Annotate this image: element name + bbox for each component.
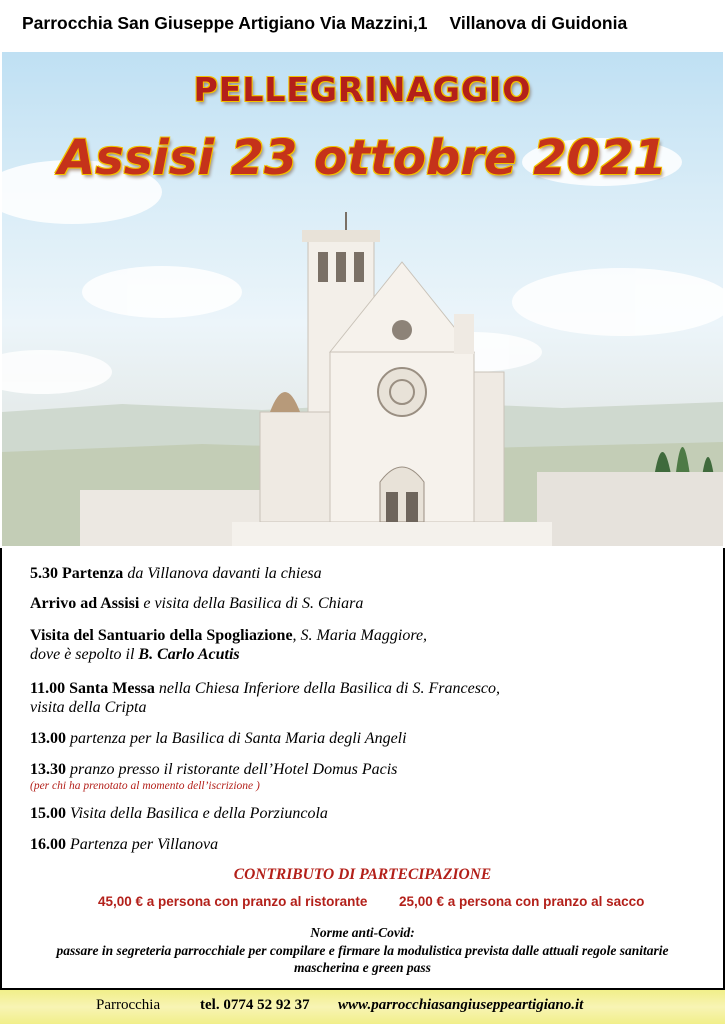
- program-highlight: B. Carlo Acutis: [138, 646, 240, 663]
- program-section: [0, 548, 725, 988]
- program-item: [30, 564, 322, 583]
- program-time: 13.00: [30, 730, 66, 747]
- parish-name: Parrocchia San Giuseppe Artigiano Via Mazzini,1: [22, 12, 428, 33]
- footer: [0, 988, 725, 1024]
- program-time: 11.00 Santa Messa: [30, 680, 155, 697]
- program-time: Visita del Santuario della Spogliazione: [30, 627, 293, 644]
- program-text: e visita della Basilica di S. Chiara: [139, 595, 364, 612]
- program-time: 15.00: [30, 805, 66, 822]
- program-time: 16.00: [30, 836, 66, 853]
- program-item: [30, 594, 363, 613]
- program-item: [30, 835, 218, 854]
- program-text: Visita della Basilica e della Porziuncola: [66, 805, 328, 822]
- hero-subtitle: Assisi 23 ottobre 2021: [58, 130, 667, 186]
- covid-rules: [2, 942, 723, 976]
- covid-line-1: passare in segreteria parrocchiale per compilare e firmare la modulistica prevista dalle attuali regole sanitarie: [56, 943, 669, 958]
- footer-phone: tel. 0774 52 92 37: [200, 997, 310, 1013]
- price-packed-lunch: 25,00 € a persona con pranzo al sacco: [399, 894, 645, 909]
- program-text: Partenza per Villanova: [66, 836, 219, 853]
- program-text: , S. Maria Maggiore,: [292, 627, 428, 644]
- program-text: nella Chiesa Inferiore della Basilica di S. Francesco,: [154, 680, 501, 697]
- program-item: [30, 804, 328, 823]
- covid-line-2: mascherina e green pass: [294, 960, 431, 975]
- program-time: Arrivo ad Assisi: [30, 595, 140, 612]
- program-item: [30, 626, 427, 664]
- price-restaurant: 45,00 € a persona con pranzo al ristorante: [98, 894, 368, 909]
- hero-banner: [2, 52, 723, 546]
- footer-website-link[interactable]: www.parrocchiasangiuseppeartigiano.it: [338, 997, 584, 1013]
- program-text: da Villanova davanti la chiesa: [123, 565, 322, 582]
- hero-title: PELLEGRINAGGIO: [193, 70, 532, 109]
- top-header: [10, 7, 715, 39]
- contribution-title: CONTRIBUTO DI PARTECIPAZIONE: [233, 866, 492, 883]
- program-note: (per chi ha prenotato al momento dell’iscrizione ): [30, 780, 260, 792]
- program-text: pranzo presso il ristorante dell’Hotel Domus Pacis: [66, 761, 398, 778]
- town-name: Villanova di Guidonia: [449, 12, 628, 33]
- program-text: partenza per la Basilica di Santa Maria degli Angeli: [66, 730, 407, 747]
- program-text-line2: dove è sepolto il: [30, 646, 139, 663]
- program-time: 5.30 Partenza: [30, 565, 124, 582]
- covid-title: Norme anti-Covid:: [310, 925, 415, 940]
- program-item: [30, 679, 500, 717]
- program-item: [30, 729, 407, 748]
- program-time: 13.30: [30, 761, 66, 778]
- program-item: [30, 760, 397, 793]
- footer-label: Parrocchia: [96, 997, 161, 1013]
- program-text-line2: visita della Cripta: [30, 699, 147, 716]
- basilica-illustration: [2, 52, 723, 546]
